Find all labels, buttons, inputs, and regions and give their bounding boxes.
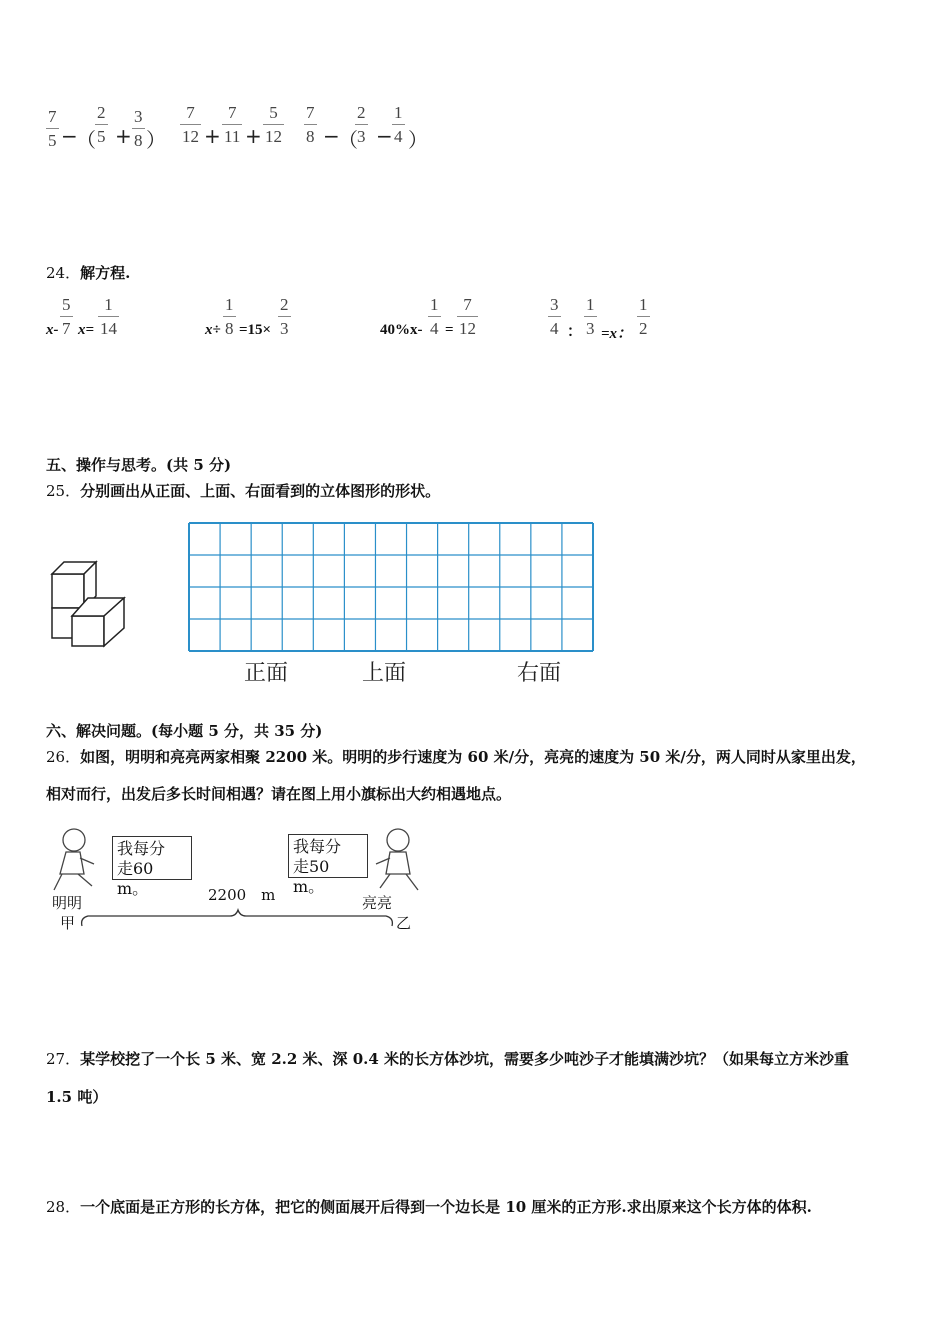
meeting-illustration xyxy=(44,824,424,934)
fraction: $\frac{3}{8}$ xyxy=(134,107,143,150)
body xyxy=(386,852,410,874)
minus-sign: − xyxy=(323,124,340,148)
eq-text: 40%x- xyxy=(380,322,423,338)
question-26-line2: 相对而行，出发后多长时间相遇？请在图上用小旗标出大约相遇地点。 xyxy=(46,785,512,803)
paren: （ xyxy=(338,128,358,152)
question-title: 解方程. xyxy=(80,264,131,282)
minus-sign: − xyxy=(61,124,78,148)
question-27-line2: 1.5 吨） xyxy=(46,1088,108,1106)
bubble-text: 我每分 xyxy=(293,837,342,856)
name-right: 亮亮 xyxy=(362,894,393,912)
fraction: $\frac{2}{5}$ xyxy=(97,103,106,146)
question-number: 28． xyxy=(46,1198,81,1216)
eq-text: ： xyxy=(567,324,583,340)
plus-sign: + xyxy=(115,124,132,148)
speech-bubble-right xyxy=(288,834,368,896)
question-number: 24． xyxy=(46,264,81,282)
eq-text: x÷ xyxy=(205,322,221,338)
bubble-text: 走60 m。 xyxy=(117,859,154,898)
name-left: 明明 xyxy=(52,894,83,912)
minus-sign: − xyxy=(376,124,393,148)
question-24-heading xyxy=(46,262,130,283)
distance-label: 2200 m xyxy=(208,886,276,904)
fraction: $\frac{1}{4}$ xyxy=(394,103,403,146)
drawing-grid[interactable] xyxy=(188,522,594,652)
question-text: 一个底面是正方形的长方体，把它的侧面展开后得到一个边长是 10 厘米的正方形.求出原来这个长方体的体积. xyxy=(80,1198,812,1216)
legs xyxy=(380,874,418,890)
question-text: 某学校挖了一个长 5 米、宽 2.2 米、深 0.4 米的长方体沙坑，需要多少吨沙子才能填满沙坑？（如果每立方米沙重 xyxy=(80,1050,850,1068)
fraction: $\frac{1}{8}$ xyxy=(225,295,234,338)
fraction: $\frac{7}{8}$ xyxy=(306,103,315,146)
body xyxy=(60,852,84,874)
question-26-line1 xyxy=(46,746,866,767)
fraction: $\frac{7}{12}$ xyxy=(459,295,476,338)
fraction: $\frac{1}{14}$ xyxy=(100,295,117,338)
question-number: 25． xyxy=(46,482,81,500)
question-27-line1 xyxy=(46,1048,849,1069)
paren: （ xyxy=(76,128,96,152)
plus-sign: + xyxy=(245,124,262,148)
section-5-title: 五、操作与思考。(共 5 分) xyxy=(46,456,232,474)
cube-face xyxy=(72,616,104,646)
fraction: $\frac{7}{5}$ xyxy=(48,107,57,150)
label-right-view: 右面 xyxy=(517,661,562,686)
endpoint-right: 乙 xyxy=(396,914,412,932)
head xyxy=(387,829,409,851)
fraction: $\frac{3}{4}$ xyxy=(550,295,559,338)
legs xyxy=(54,874,92,890)
fraction: $\frac{2}{3}$ xyxy=(280,295,289,338)
bubble-text: 我每分 xyxy=(117,839,166,858)
fraction: $\frac{5}{12}$ xyxy=(265,103,282,146)
label-front-view: 正面 xyxy=(244,661,289,686)
plus-sign: + xyxy=(204,124,221,148)
fraction: $\frac{1}{4}$ xyxy=(430,295,439,338)
cube-face xyxy=(52,574,84,608)
eq-text: x= xyxy=(78,322,95,338)
head xyxy=(63,829,85,851)
speech-bubble-left xyxy=(112,836,192,898)
section-6-title: 六、解决问题。(每小题 5 分，共 35 分) xyxy=(46,722,323,740)
label-top-view: 上面 xyxy=(362,661,407,686)
question-text: 如图，明明和亮亮两家相聚 2200 米。明明的步行速度为 60 米/分，亮亮的速度为 50 米/分，两人同时从家里出发， xyxy=(80,748,866,766)
fraction: $\frac{1}{3}$ xyxy=(586,295,595,338)
question-text: 分别画出从正面、上面、右面看到的立体图形的形状。 xyxy=(80,482,441,500)
fraction: $\frac{7}{12}$ xyxy=(182,103,199,146)
eq-text: x- xyxy=(46,322,59,338)
endpoint-left: 甲 xyxy=(60,914,76,932)
kid-right-figure xyxy=(370,826,424,896)
eq-text: =15× xyxy=(239,322,272,338)
question-25 xyxy=(46,480,440,501)
kid-left-figure xyxy=(48,826,102,896)
bubble-text: 走50 m。 xyxy=(293,857,330,896)
fraction: $\frac{7}{11}$ xyxy=(224,103,241,146)
fraction: $\frac{2}{3}$ xyxy=(357,103,366,146)
question-number: 27． xyxy=(46,1050,81,1068)
paren: ） xyxy=(146,128,166,152)
eq-text: = xyxy=(445,322,454,338)
distance-bracket xyxy=(78,908,398,930)
eq-text: =x： xyxy=(601,326,633,342)
fraction: $\frac{5}{7}$ xyxy=(62,295,71,338)
fraction: $\frac{1}{2}$ xyxy=(639,295,648,338)
cube-figure xyxy=(44,558,134,648)
paren: ） xyxy=(408,128,428,152)
question-number: 26． xyxy=(46,748,81,766)
question-28 xyxy=(46,1196,812,1217)
